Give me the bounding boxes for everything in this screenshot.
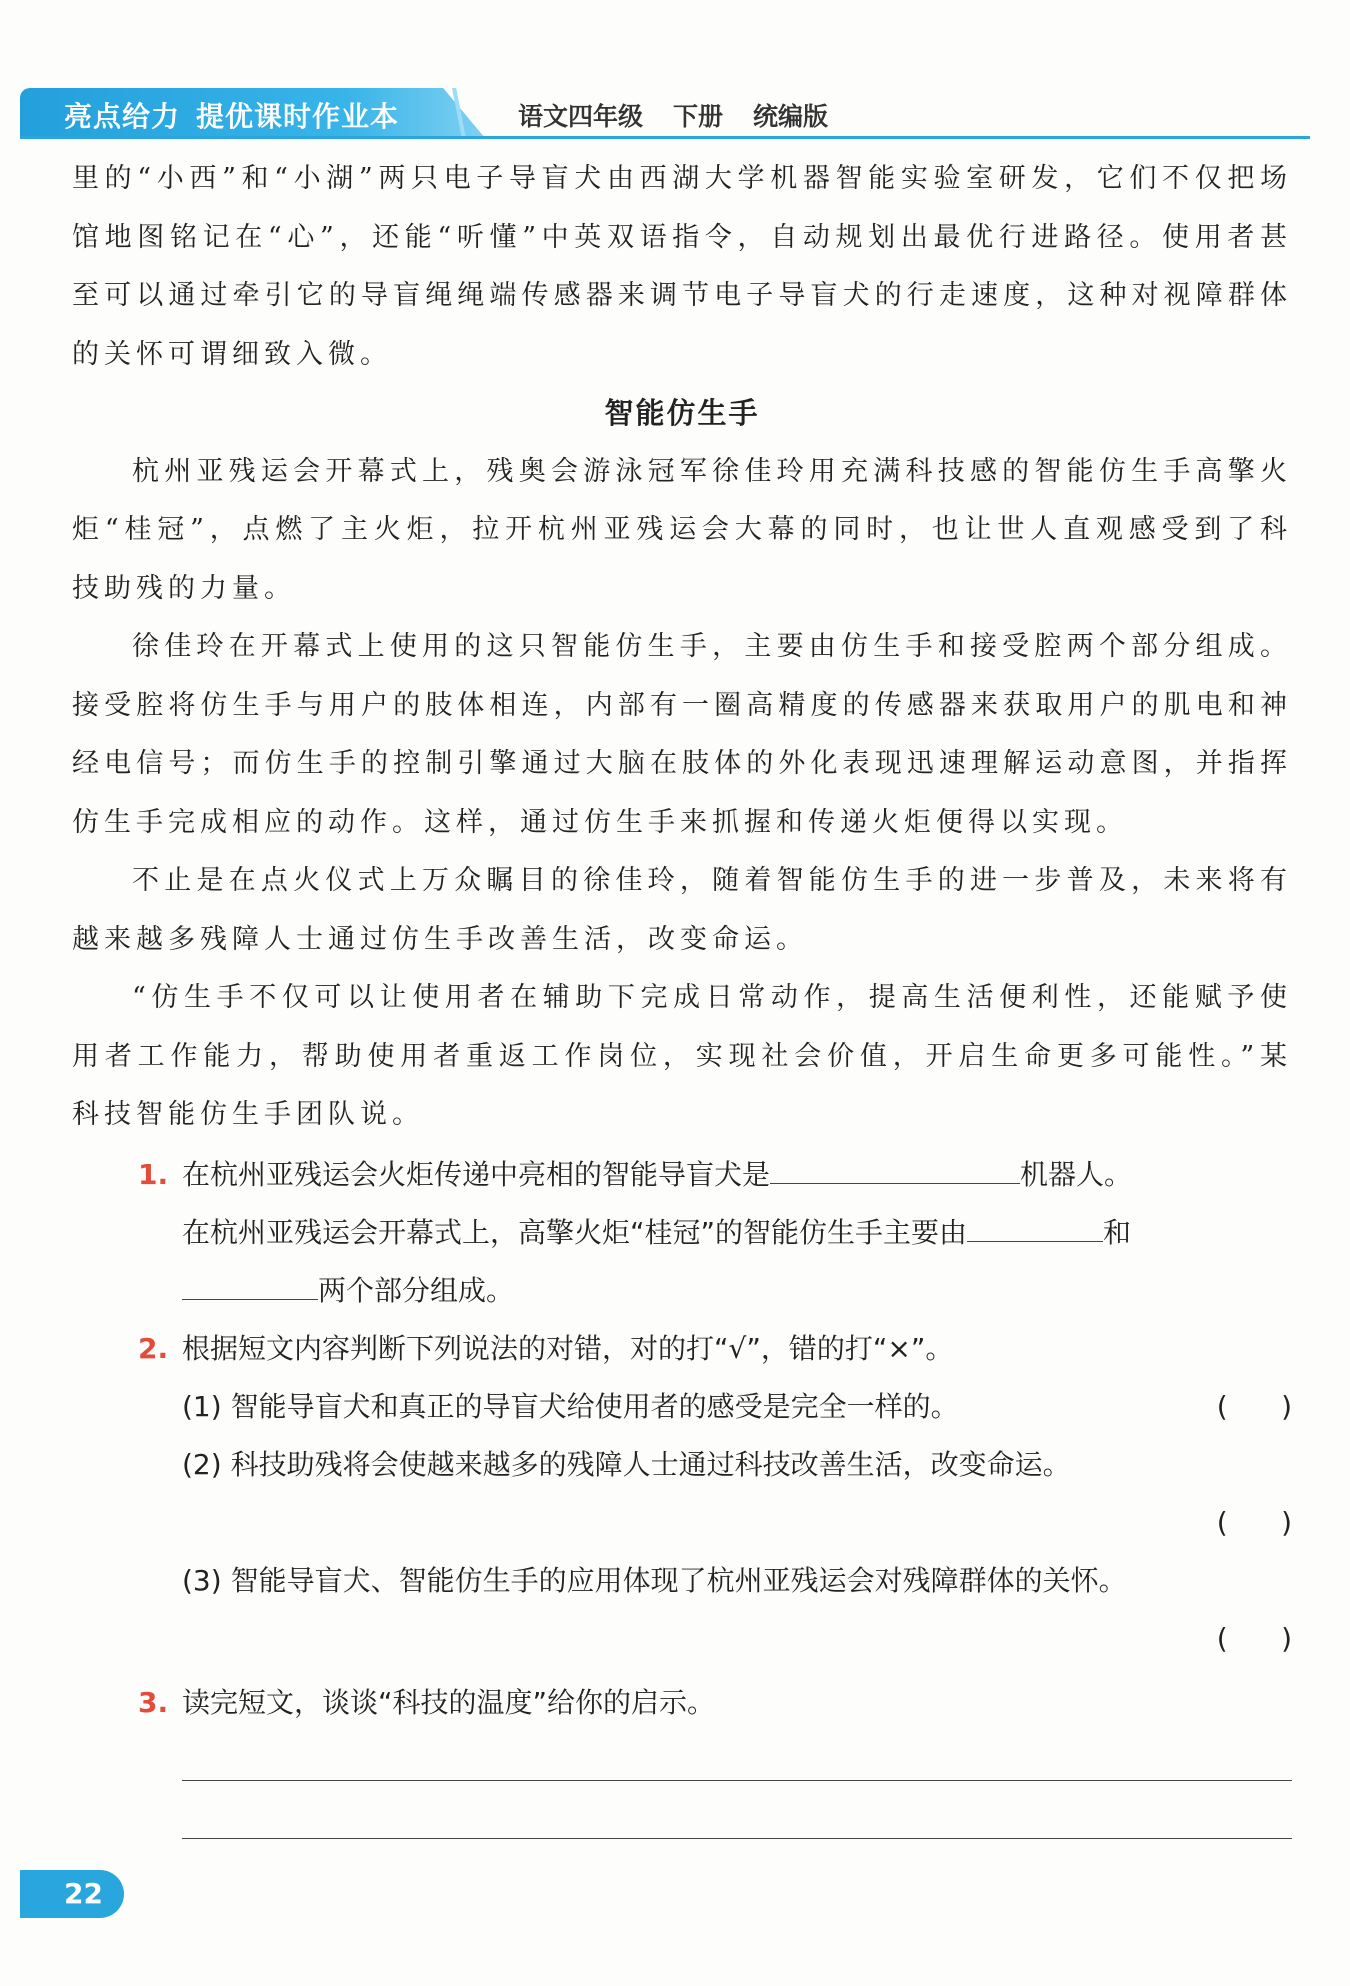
answer-blank-2[interactable]	[967, 1211, 1103, 1242]
brand-part2: 提优课时作业本	[196, 100, 400, 133]
question-1	[138, 1146, 1292, 1320]
volume: 下册	[673, 102, 724, 131]
question-2	[138, 1320, 1292, 1668]
q1-line1-text: 在杭州亚残运会火炬传递中亮相的智能导盲犬是	[182, 1158, 771, 1191]
q1-line3-end: 两个部分组成。	[318, 1274, 515, 1307]
question-3	[138, 1674, 1292, 1732]
section-title: 智能仿生手	[604, 396, 760, 430]
answer-paren-3[interactable]: ( )	[1216, 1622, 1292, 1655]
question-number: 2.	[138, 1332, 169, 1365]
q1-line2-text: 在杭州亚残运会开幕式上，高擎火炬“桂冠”的智能仿生手主要由	[182, 1216, 968, 1249]
article	[72, 150, 1292, 1145]
q3-prompt: 读完短文，谈谈“科技的温度”给你的启示。	[182, 1686, 716, 1719]
paragraph-5: “仿生手不仅可以让使用者在辅助下完成日常动作，提高生活便利性，还能赋予使用者工作能力，帮助使用者重返工作岗位，实现社会价值，开启生命更多可能性。”某科技智能仿生手团队说。	[72, 982, 1292, 1130]
paragraph-3: 徐佳玲在开幕式上使用的这只智能仿生手，主要由仿生手和接受腔两个部分组成。接受腔将仿生手与用户的肢体相连，内部有一圈高精度的传感器来获取用户的肌电和神经电信号；而仿生手的控制引擎通过大脑在肢体的外化表现迅速理解运动意图，并指挥仿生手完成相应的动作。这样，通过仿生手来抓握和传递火炬便得以实现。	[72, 631, 1292, 838]
q1-line1-end: 机器人。	[1020, 1158, 1133, 1191]
book-info	[518, 97, 858, 133]
answer-paren-1[interactable]: ( )	[1216, 1390, 1292, 1423]
paragraph-1: 里的“小西”和“小湖”两只电子导盲犬由西湖大学机器智能实验室研发，它们不仅把场馆地图铭记在“心”，还能“听懂”中英双语指令，自动规划出最优行进路径。使用者甚至可以通过牵引它的导盲绳绳端传感器来调节电子导盲犬的行走速度，这种对视障群体的关怀可谓细致入微。	[72, 163, 1292, 370]
q2-prompt: 根据短文内容判断下列说法的对错，对的打“√”，错的打“×”。	[182, 1332, 954, 1365]
paragraph-2: 杭州亚残运会开幕式上，残奥会游泳冠军徐佳玲用充满科技感的智能仿生手高擎火炬“桂冠”，点燃了主火炬，拉开杭州亚残运会大幕的同时，也让世人直观感受到了科技助残的力量。	[72, 455, 1292, 604]
q2-item-2-text: (2) 科技助残将会使越来越多的残障人士通过科技改善生活，改变命运。	[182, 1448, 1071, 1481]
header-rule	[20, 136, 1310, 139]
page-number: 22	[20, 1870, 124, 1918]
answer-blank-1[interactable]	[770, 1153, 1020, 1184]
q2-item-3-text: (3) 智能导盲犬、智能仿生手的应用体现了杭州亚残运会对残障群体的关怀。	[182, 1564, 1127, 1597]
q2-item-2	[138, 1436, 1292, 1494]
edition: 统编版	[753, 102, 829, 131]
q2-item-2-answer	[138, 1494, 1292, 1552]
q2-item-3	[138, 1552, 1292, 1610]
q1-line2-end: 和	[1103, 1216, 1132, 1249]
brand-part1: 亮点给力	[64, 100, 181, 133]
page-header	[20, 88, 1310, 138]
question-number: 1.	[138, 1158, 169, 1191]
answer-blank-3[interactable]	[182, 1269, 318, 1300]
q2-item-3-answer	[138, 1610, 1292, 1668]
questions	[138, 1146, 1292, 1732]
brand-title	[64, 95, 415, 135]
paragraph-4: 不止是在点火仪式上万众瞩目的徐佳玲，随着智能仿生手的进一步普及，未来将有越来越多残障人士通过仿生手改善生活，改变命运。	[72, 865, 1292, 955]
answer-paren-2[interactable]: ( )	[1216, 1506, 1292, 1539]
subject-grade: 语文四年级	[518, 102, 644, 131]
answer-line-2[interactable]	[182, 1838, 1292, 1839]
q2-item-1-text: (1) 智能导盲犬和真正的导盲犬给使用者的感受是完全一样的。	[182, 1390, 959, 1423]
question-number: 3.	[138, 1686, 169, 1719]
q2-item-1	[138, 1378, 1292, 1436]
answer-line-1[interactable]	[182, 1780, 1292, 1781]
